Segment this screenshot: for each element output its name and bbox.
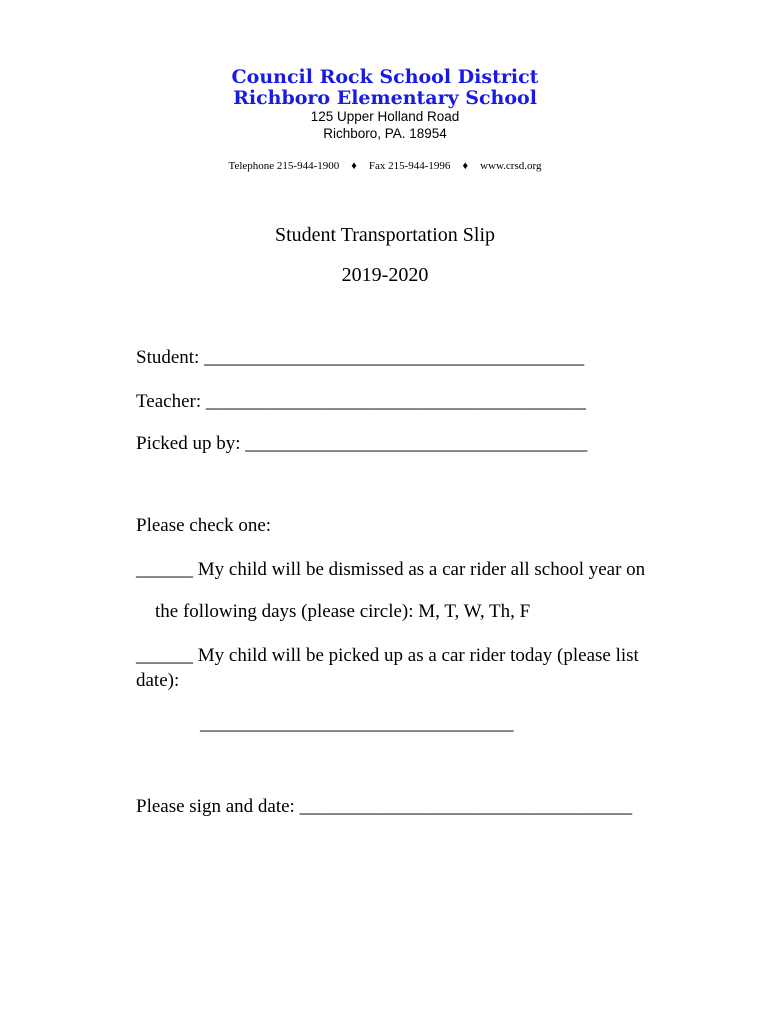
picked-up-by-field[interactable]: Picked up by: ____________________________________	[136, 433, 588, 454]
date-field[interactable]: _________________________________	[200, 713, 514, 734]
fax: Fax 215-944-1996	[368, 160, 451, 172]
form-title: Student Transportation Slip	[274, 224, 496, 246]
check-one-label: Please check one:	[136, 515, 272, 536]
option-all-year[interactable]: ______ My child will be dismissed as a car rider all school year on	[136, 559, 646, 580]
student-field[interactable]: Student: ________________________________________	[136, 347, 585, 368]
option-all-year-days: the following days (please circle): M, T, W, Th, F	[155, 601, 531, 622]
option-today-date-label: date):	[136, 670, 180, 691]
address-line-1: 125 Upper Holland Road	[310, 109, 460, 124]
school-name: Richboro Elementary School	[233, 87, 537, 109]
teacher-field[interactable]: Teacher: ________________________________________	[136, 391, 586, 412]
address-line-2: Richboro, PA. 18954	[323, 126, 447, 141]
district-name: Council Rock School District	[231, 66, 539, 88]
sign-and-date-field[interactable]: Please sign and date: ___________________________________	[136, 796, 633, 817]
website: www.crsd.org	[480, 160, 542, 172]
contact-line	[0, 159, 770, 173]
diamond-separator-icon: ♦	[462, 160, 469, 172]
telephone: Telephone 215-944-1900	[228, 160, 340, 172]
school-year: 2019-2020	[341, 264, 429, 286]
diamond-separator-icon: ♦	[351, 160, 357, 172]
option-today[interactable]: ______ My child will be picked up as a car rider today (please list	[136, 645, 639, 666]
